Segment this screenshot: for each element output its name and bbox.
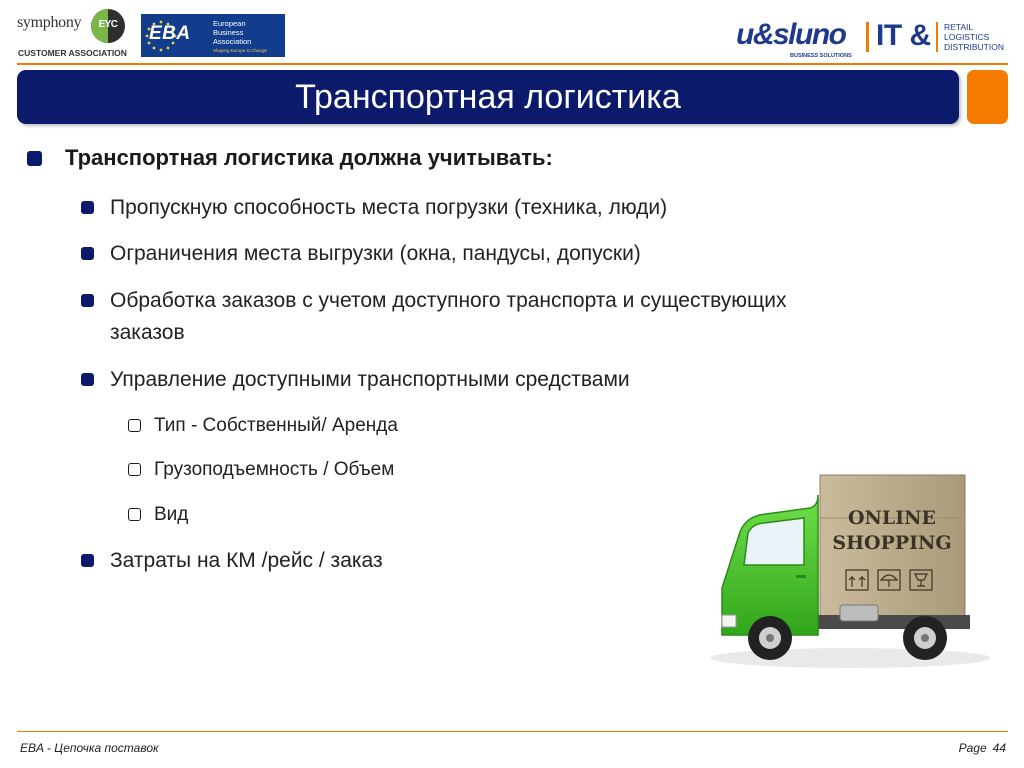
bullet-icon [81,554,94,567]
bullet-icon [81,373,94,386]
eyc-badge-text: EYC [98,19,118,30]
eba-fullname: European Business Association [213,19,252,46]
list-item: Управление доступными транспортными средствами [110,368,630,391]
usluno-logo [736,18,1008,60]
box-label-line1: ONLINE [847,507,937,529]
usluno-wordmark: u&sluno [736,18,846,51]
orange-accent-tab [967,70,1008,124]
it-wordmark: IT & [876,19,931,52]
slide-title: Транспортная логистика [295,78,681,116]
sub-list-item: Вид [154,504,189,525]
logo-divider [936,22,938,52]
eba-logo [141,14,285,57]
sub-bullet-icon [128,463,141,476]
sub-bullet-icon [128,419,141,432]
delivery-truck-illustration [700,420,998,705]
list-item-continuation: заказов [110,321,185,344]
footer-divider [17,731,1008,732]
title-bar [17,70,959,124]
bullet-icon [81,201,94,214]
logo-divider [866,22,869,52]
symphony-subtitle: CUSTOMER ASSOCIATION [18,48,127,58]
eba-acronym: EBA [149,23,191,44]
header-divider [17,63,1008,65]
bullet-icon [81,247,94,260]
list-item: Пропускную способность места погрузки (техника, люди) [110,196,668,219]
page-number-value: 44 [992,741,1006,755]
sub-bullet-icon [128,508,141,521]
sub-list-item: Тип - Собственный/ Аренда [154,415,398,436]
list-item: Обработка заказов с учетом доступного транспорта и существующих [110,289,787,312]
retail-logistics-text: RETAIL LOGISTICS DISTRIBUTION [944,22,1004,52]
eba-tagline: Shaping Europe in Change [213,48,268,53]
bullet-icon [27,151,42,166]
list-item: Затраты на КМ /рейс / заказ [110,549,383,572]
symphony-eyc-logo [17,8,125,62]
bullet-icon [81,294,94,307]
symphony-wordmark: symphony [17,14,82,31]
list-item: Ограничения места выгрузки (окна, пандусы, допуски) [110,242,641,265]
page-label: Page [958,741,987,755]
content-heading: Транспортная логистика должна учитывать: [65,145,553,170]
page-number [953,741,1006,755]
usluno-subtitle: BUSINESS SOLUTIONS [790,53,852,59]
sub-list-item: Грузоподъемность / Объем [154,459,395,480]
footer-caption: EBA - Цепочка поставок [20,741,159,755]
box-label-line2: SHOPPING [832,532,952,554]
